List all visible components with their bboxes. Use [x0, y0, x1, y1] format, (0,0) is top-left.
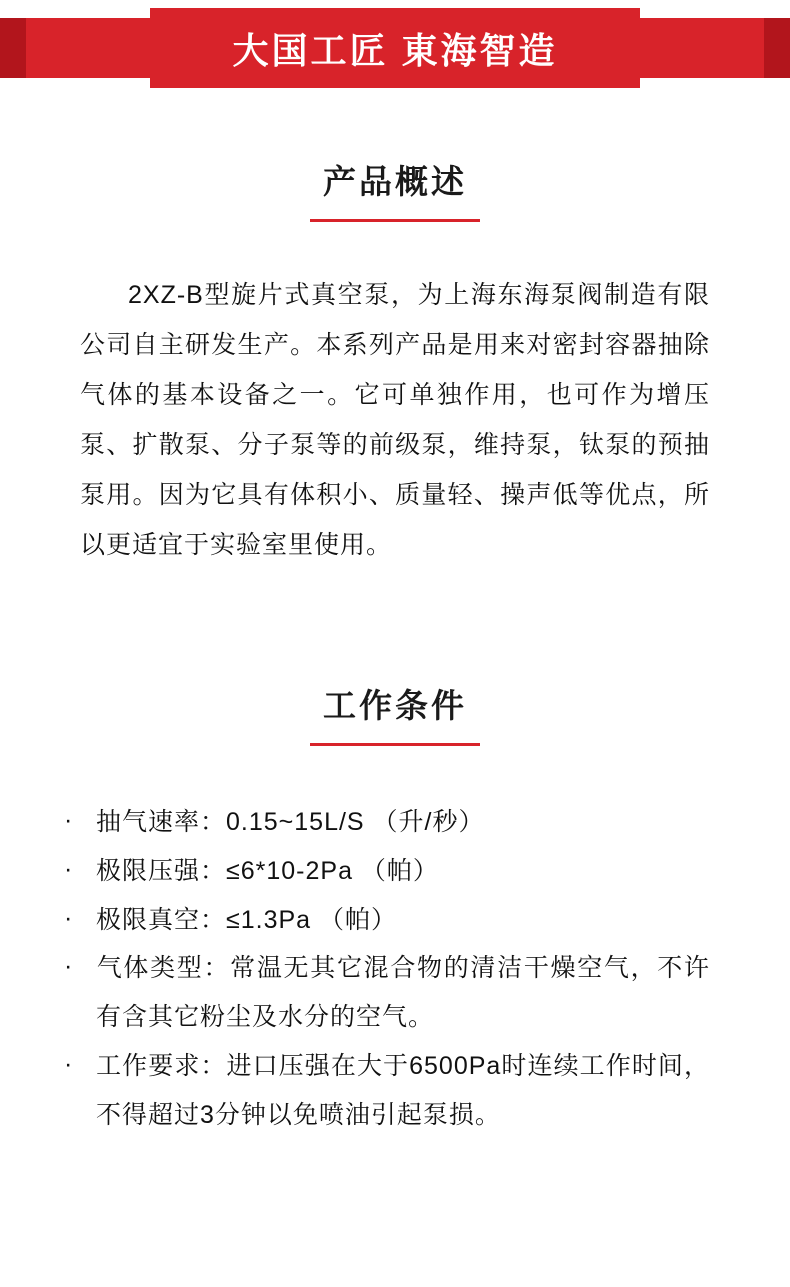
list-item [64, 896, 710, 945]
list-item-text: 气体类型：常温无其它混合物的清洁干燥空气，不许有含其它粉尘及水分的空气。 [96, 954, 710, 1031]
list-item-text: 抽气速率：0.15~15L/S （升/秒） [96, 808, 485, 836]
bullet-icon: · [64, 854, 74, 883]
section-product-overview [0, 156, 790, 570]
list-item-text: 极限压强：≤6*10-2Pa （帕） [96, 856, 439, 885]
bullet-icon: · [64, 903, 74, 932]
spacer-before-overview-body [0, 222, 790, 270]
section-working-conditions [0, 680, 790, 1139]
list-item-text: 极限真空：≤1.3Pa （帕） [96, 905, 397, 934]
bullet-icon: · [64, 952, 74, 981]
page-banner [0, 0, 790, 96]
overview-paragraph-text: 2XZ-B型旋片式真空泵，为上海东海泵阀制造有限公司自主研发生产。本系列产品是用来对密封容器抽除气体的基本设备之一。它可单独作用，也可作为增压泵、扩散泵、分子泵等的前级泵，维持泵，钛泵的预抽泵用。因为它具有体积小、质量轻、操声低等优点，所以更适宜于实验室里使用。 [80, 281, 710, 559]
spacer-before-conditions-list [0, 746, 790, 798]
list-item [64, 944, 710, 1042]
list-item-text: 工作要求：进口压强在大于6500Pa时连续工作时间，不得超过3分钟以免喷油引起泵损。 [96, 1051, 710, 1129]
banner-title: 大国工匠 東海智造 [232, 29, 558, 71]
overview-heading: 产品概述 [323, 163, 467, 200]
banner-inner [150, 8, 640, 88]
list-item [64, 798, 710, 847]
working-conditions-list [64, 798, 710, 1139]
list-item [64, 847, 710, 896]
spacer-before-overview-title [0, 96, 790, 156]
bullet-icon: · [64, 1049, 74, 1078]
conditions-heading: 工作条件 [323, 687, 467, 724]
spacer-before-conditions-title [0, 570, 790, 680]
bullet-icon: · [64, 806, 74, 834]
list-item [64, 1042, 710, 1140]
overview-paragraph [80, 270, 710, 570]
